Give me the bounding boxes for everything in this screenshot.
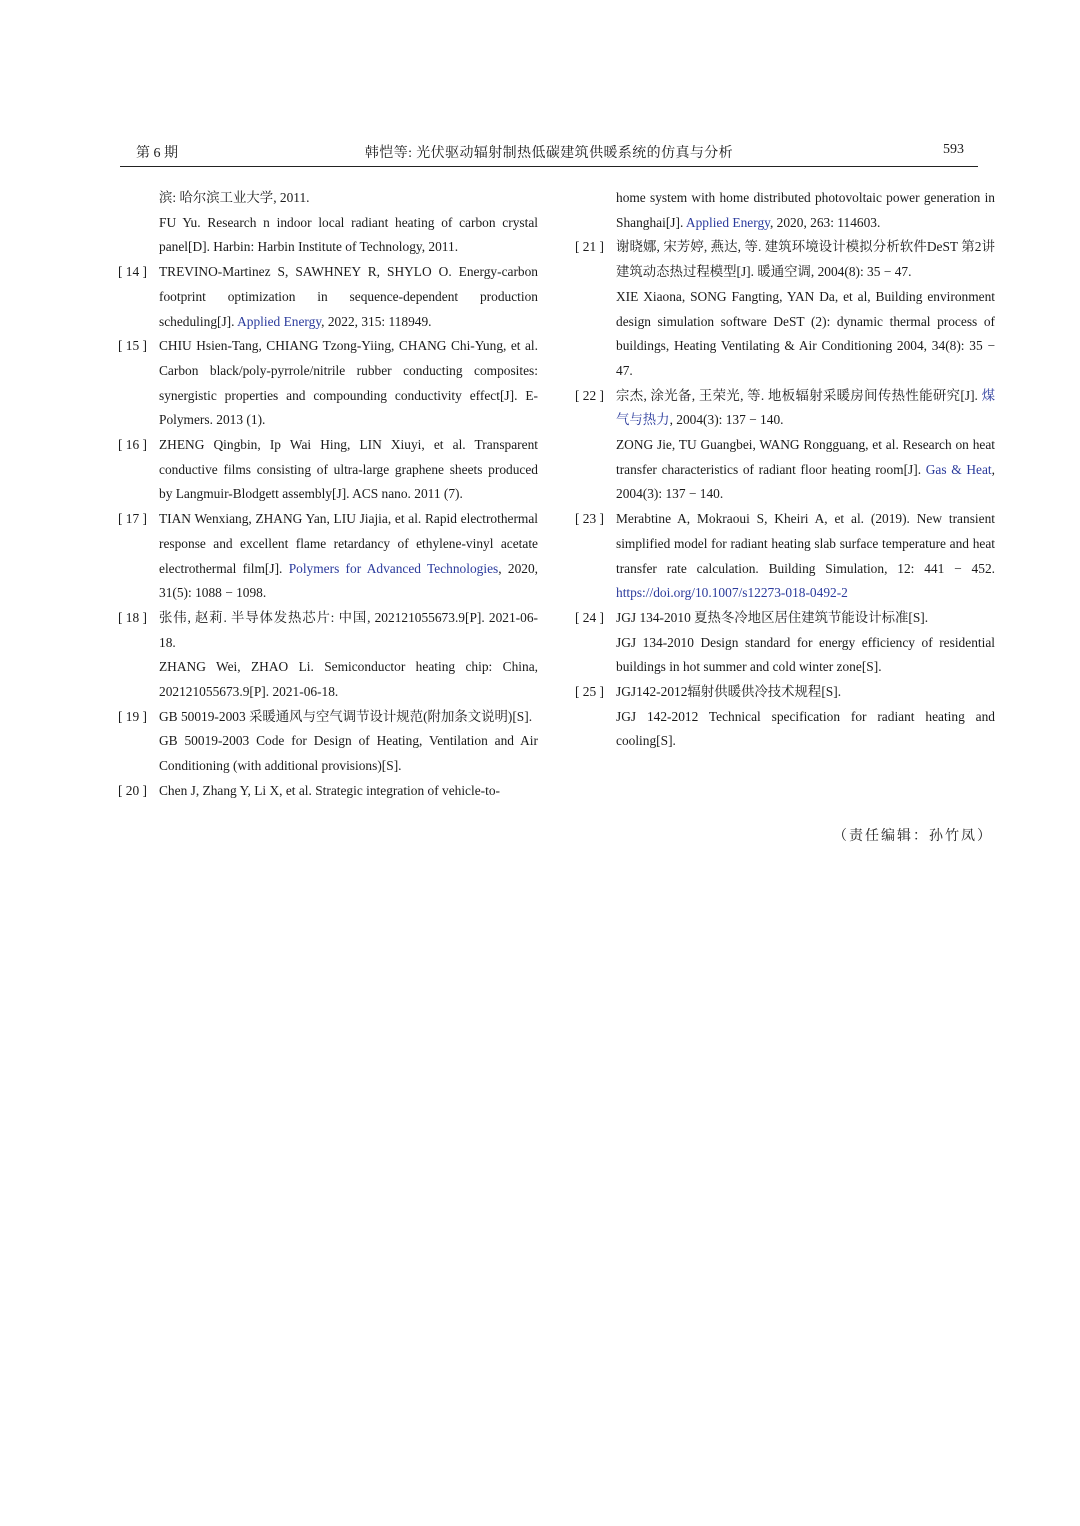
journal-link[interactable]: Applied Energy	[685, 214, 770, 230]
running-title: 韩恺等: 光伏驱动辐射制热低碳建筑供暖系统的仿真与分析	[364, 146, 734, 161]
reference-21	[575, 235, 995, 383]
ref-text: Chen J, Zhang Y, Li X, et al. Strategic integration of vehicle-to-	[159, 782, 500, 798]
ref-number: [ 23 ]	[575, 511, 605, 527]
reference-18	[118, 606, 538, 705]
ref-number: [ 24 ]	[575, 609, 605, 625]
reference-16	[118, 433, 538, 507]
reference-19	[118, 705, 538, 779]
ref-number: [ 25 ]	[575, 684, 605, 700]
ref-text-en: GB 50019-2003 Code for Design of Heating, Ventilation and Air Conditioning (with additional provisions)[S].	[159, 733, 538, 774]
ref-text: ZHENG Qingbin, Ip Wai Hing, LIN Xiuyi, et al. Transparent conductive films consisting of ultra-large graphene sheets produced by Langmuir-Blodgett assembly[J]. ACS nano. 2011 (7).	[159, 437, 538, 502]
ref-text-zh: 宗杰, 涂光备, 王荣光, 等. 地板辐射采暖房间传热性能研究[J].	[616, 387, 982, 403]
ref-number: [ 18 ]	[118, 609, 148, 625]
journal-link[interactable]: Polymers for Advanced Technologies	[288, 560, 499, 576]
ref13-zh-tail: 滨: 哈尔滨工业大学, 2011.	[159, 190, 310, 205]
reference-15	[118, 334, 538, 433]
reference-24	[575, 606, 995, 680]
ref-text: home system with home distributed photovoltaic power generation in Shanghai[J].	[616, 190, 995, 230]
ref-number: [ 17 ]	[118, 511, 148, 527]
ref-text-zh: , 2004(3): 137 − 140.	[669, 412, 784, 428]
reference-23	[575, 507, 995, 606]
reference-20	[118, 779, 538, 804]
right-column	[575, 186, 995, 754]
ref-text: CHIU Hsien-Tang, CHIANG Tzong-Yiing, CHANG Chi-Yung, et al. Carbon black/poly-pyrrole/nitrile rubber conducting composites: synergistic properties and compounding conductivity effect[J]. E-Polymers. 2013 (1).	[159, 338, 538, 428]
ref-text: , 2020, 263: 114603.	[769, 214, 881, 230]
ref-text-en: XIE Xiaona, SONG Fangting, YAN Da, et al, Building environment design simulation software DeST (2): dynamic thermal process of buildings, Heating Ventilating & Air Conditioning 2004, 34(8): 35 − 47.	[616, 288, 995, 378]
ref-text-en: , 2004(3): 137 − 140.	[616, 461, 996, 502]
ref20-continuation	[575, 186, 995, 235]
ref-number: [ 20 ]	[118, 782, 148, 798]
ref-number: [ 19 ]	[118, 708, 148, 724]
ref13-en: FU Yu. Research n indoor local radiant heating of carbon crystal panel[D]. Harbin: Harbin Institute of Technology, 2011.	[159, 214, 538, 255]
ref-text: , 2020, 31(5): 1088 − 1098.	[159, 560, 539, 601]
ref-text-zh: 谢晓娜, 宋芳婷, 燕达, 等. 建筑环境设计模拟分析软件DeST 第2讲 建筑动态热过程模型[J]. 暖通空调, 2004(8): 35 − 47.	[616, 239, 995, 280]
ref-text-zh: 张伟, 赵莉. 半导体发热芯片: 中国, 202121055673.9[P]. 2021-06-18.	[159, 609, 538, 650]
issue-number: 第 6 期	[136, 146, 178, 161]
ref-text-zh: JGJ 134-2010 夏热冬冷地区居住建筑节能设计标准[S].	[616, 609, 929, 625]
doi-link[interactable]: https://doi.org/10.1007/s12273-018-0492-2	[616, 585, 848, 601]
ref-number: [ 16 ]	[118, 437, 148, 453]
journal-link[interactable]: 煤气与热力	[616, 387, 995, 428]
reference-22	[575, 384, 995, 508]
journal-link[interactable]: Applied Energy	[237, 313, 322, 329]
ref-number: [ 22 ]	[575, 387, 605, 403]
ref-text: TIAN Wenxiang, ZHANG Yan, LIU Jiajia, et al. Rapid electrothermal response and excellent flame retardancy of ethylene-vinyl acetate electrothermal film[J].	[159, 511, 538, 576]
ref-text-en: ZHANG Wei, ZHAO Li. Semiconductor heating chip: China, 202121055673.9[P]. 2021-06-18.	[159, 659, 538, 700]
ref-text-zh: JGJ142-2012辐射供暖供冷技术规程[S].	[616, 684, 842, 700]
ref-text-zh: GB 50019-2003 采暖通风与空气调节设计规范(附加条文说明)[S].	[159, 708, 533, 724]
running-header	[120, 138, 978, 167]
responsible-editor: （责任编辑：孙竹凤）	[833, 829, 993, 844]
page-number: 593	[943, 142, 964, 157]
reference-25	[575, 680, 995, 754]
ref-text-en: JGJ 142-2012 Technical specification for radiant heating and cooling[S].	[616, 708, 995, 749]
reference-17	[118, 507, 538, 606]
ref-number: [ 21 ]	[575, 239, 605, 255]
ref-text-en: JGJ 134-2010 Design standard for energy efficiency of residential buildings in hot summer and cold winter zone[S].	[616, 634, 995, 675]
ref-text: Merabtine A, Mokraoui S, Kheiri A, et al. (2019). New transient simplified model for radiant heating slab surface temperature and heat transfer rate calculation. Building Simulation, 12: 441 − 452.	[616, 511, 995, 576]
ref-text-en: ZONG Jie, TU Guangbei, WANG Rongguang, et al. Research on heat transfer characteristics of radiant floor heating room[J].	[616, 437, 995, 477]
ref-text: , 2022, 315: 118949.	[321, 313, 432, 329]
reference-14	[118, 260, 538, 334]
left-column	[118, 186, 538, 804]
ref13-continuation	[118, 186, 538, 260]
ref-number: [ 15 ]	[118, 338, 148, 354]
ref-number: [ 14 ]	[118, 264, 148, 280]
ref-text: TREVINO-Martinez S, SAWHNEY R, SHYLO O. Energy-carbon footprint optimization in sequence-dependent production scheduling[J].	[159, 264, 538, 329]
journal-link[interactable]: Gas & Heat	[925, 461, 992, 477]
